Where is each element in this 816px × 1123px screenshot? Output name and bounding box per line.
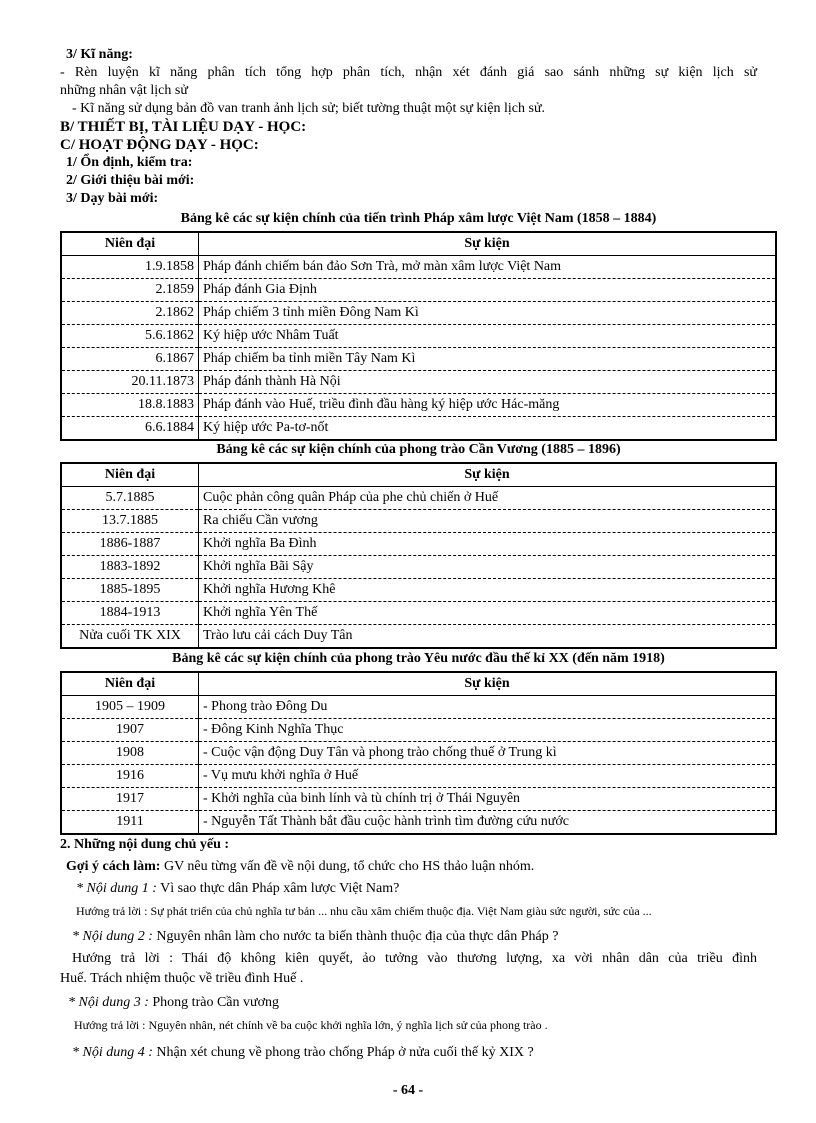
date-cell: 18.8.1883 [61, 394, 199, 417]
table-row [61, 325, 776, 348]
question-1-label: * Nội dung 1 : [76, 881, 157, 896]
table3 [60, 671, 777, 835]
date-cell: 1.9.1858 [61, 256, 199, 279]
answer-3: Hướng trả lời : Nguyên nhân, nét chính về ba cuộc khởi nghĩa lớn, ý nghĩa lịch sử của phong trào . [74, 1018, 548, 1032]
hint-line [66, 858, 534, 876]
table-header-row [61, 232, 776, 256]
date-cell: 1907 [61, 719, 199, 742]
date-cell: 1908 [61, 742, 199, 765]
table-row [61, 279, 776, 302]
event-cell: Trào lưu cải cách Duy Tân [199, 625, 777, 649]
question-2-label: * Nội dung 2 : [72, 929, 153, 944]
date-cell: 1916 [61, 765, 199, 788]
step-2: 2/ Giới thiệu bài mới: [66, 173, 195, 188]
table-row [61, 556, 776, 579]
date-cell: Nửa cuối TK XIX [79, 628, 181, 643]
event-cell: - Khởi nghĩa của binh lính và tù chính trị ở Thái Nguyên [199, 788, 777, 811]
event-cell: Khởi nghĩa Yên Thế [199, 602, 777, 625]
table2 [60, 462, 777, 649]
date-cell: 1884-1913 [61, 602, 199, 625]
date-cell: 5.7.1885 [61, 487, 199, 510]
date-cell: 13.7.1885 [61, 510, 199, 533]
table-row [61, 625, 776, 649]
skills-line-2: - Kĩ năng sử dụng bản đồ van tranh ảnh lịch sử; biết tường thuật một sự kiện lịch sử. [72, 101, 546, 116]
date-cell: 2.1862 [61, 302, 199, 325]
event-cell: Cuộc phản công quân Pháp của phe chủ chiến ở Huế [199, 487, 777, 510]
event-cell: Pháp chiếm ba tỉnh miền Tây Nam Kì [199, 348, 777, 371]
table-header-row [61, 463, 776, 487]
table-row [61, 256, 776, 279]
skills-line-1a: - Rèn luyện kĩ năng phân tích tổng hợp phân tích, nhận xét đánh giá sao sánh những sự kiện lịch sử [60, 65, 757, 80]
date-cell: 1905 – 1909 [61, 696, 199, 719]
table-row [61, 417, 776, 441]
table-row [61, 765, 776, 788]
question-1-text: Vì sao thực dân Pháp xâm lược Việt Nam? [160, 881, 400, 896]
table-header-row [61, 672, 776, 696]
question-3-label: * Nội dung 3 : [68, 995, 149, 1010]
col-date-header: Niên đại [61, 232, 199, 256]
date-cell: 1885-1895 [61, 579, 199, 602]
date-cell: 1883-1892 [61, 556, 199, 579]
event-cell: Ký hiệp ước Nhâm Tuất [199, 325, 777, 348]
event-cell: Pháp đánh vào Huế, triều đình đầu hàng ký hiệp ước Hác-măng [199, 394, 777, 417]
col-event-header: Sự kiện [199, 672, 777, 696]
event-cell: Pháp đánh Gia Định [199, 279, 777, 302]
hint-label: Gợi ý cách làm: [66, 859, 161, 874]
step-3: 3/ Dạy bài mới: [66, 191, 159, 206]
event-cell: Ra chiếu Cần vương [199, 510, 777, 533]
table-row [61, 696, 776, 719]
event-cell: Ký hiệp ước Pa-tơ-nốt [199, 417, 777, 441]
question-4-label: * Nội dung 4 : [72, 1045, 153, 1060]
table-row [61, 579, 776, 602]
col-event-header: Sự kiện [199, 232, 777, 256]
table-row [61, 602, 776, 625]
question-1 [76, 880, 399, 898]
event-cell: Khởi nghĩa Hương Khê [199, 579, 777, 602]
date-cell: 1911 [116, 814, 144, 829]
answer-1: Hướng trả lời : Sự phát triển của chủ nghĩa tư bản ... nhu cầu xâm chiếm thuộc địa. Việt Nam giàu sức người, sức của ... [76, 904, 652, 918]
event-cell: - Nguyễn Tất Thành bắt đầu cuộc hành trình tìm đường cứu nước [199, 811, 777, 835]
event-cell: - Phong trào Đông Du [199, 696, 777, 719]
table-row [61, 719, 776, 742]
event-cell: - Đông Kinh Nghĩa Thục [199, 719, 777, 742]
event-cell: Pháp chiếm 3 tỉnh miền Đông Nam Kì [199, 302, 777, 325]
event-cell: Khởi nghĩa Ba Đình [199, 533, 777, 556]
table-row [61, 394, 776, 417]
question-2-text: Nguyên nhân làm cho nước ta biến thành thuộc địa của thực dân Pháp ? [156, 929, 559, 944]
skills-line-1b: những nhân vật lịch sử [60, 83, 188, 98]
col-date-header: Niên đại [61, 463, 199, 487]
event-cell: Pháp đánh thành Hà Nội [199, 371, 777, 394]
date-cell: 1886-1887 [61, 533, 199, 556]
content-heading: 2. Những nội dung chủ yếu : [60, 837, 230, 852]
table-row [61, 348, 776, 371]
event-cell: - Vụ mưu khởi nghĩa ở Huế [199, 765, 777, 788]
skills-heading: 3/ Kĩ năng: [66, 47, 133, 62]
date-cell: 2.1859 [61, 279, 199, 302]
question-4-text: Nhận xét chung về phong trào chống Pháp ở nửa cuối thế kỷ XIX ? [156, 1045, 534, 1060]
event-cell: - Cuộc vận động Duy Tân và phong trào chống thuế ở Trung kì [199, 742, 777, 765]
event-cell: Khởi nghĩa Bãi Sậy [199, 556, 777, 579]
table-row [61, 811, 776, 835]
question-3 [68, 994, 279, 1012]
section-c-heading: C/ HOẠT ĐỘNG DẠY - HỌC: [60, 137, 259, 153]
date-cell: 6.6.1884 [145, 420, 194, 435]
table-row [61, 533, 776, 556]
table-row [61, 788, 776, 811]
table1-title: Bảng kê các sự kiện chính của tiến trình Pháp xâm lược Việt Nam (1858 – 1884) [180, 211, 657, 226]
question-2 [72, 928, 558, 946]
date-cell: 6.1867 [61, 348, 199, 371]
answer-2a: Hướng trả lời : Thái độ không kiên quyết, ảo tưởng vào thương lượng, xa vời nhân dân của triều đình [72, 951, 757, 966]
table-row [61, 371, 776, 394]
date-cell: 1917 [61, 788, 199, 811]
answer-2b: Huế. Trách nhiệm thuộc về triều đình Huế . [60, 971, 304, 986]
section-b-heading: B/ THIẾT BỊ, TÀI LIỆU DẠY - HỌC: [60, 119, 307, 135]
table2-title: Bảng kê các sự kiện chính của phong trào Cần Vương (1885 – 1896) [216, 442, 621, 457]
table-row [61, 487, 776, 510]
table3-title: Bảng kê các sự kiện chính của phong trào Yêu nước đầu thế kỉ XX (đến năm 1918) [172, 651, 665, 666]
date-cell: 20.11.1873 [61, 371, 199, 394]
col-event-header: Sự kiện [199, 463, 777, 487]
page-number: - 64 - [392, 1083, 424, 1098]
table-row [61, 510, 776, 533]
hint-text: GV nêu từng vấn đề về nội dung, tổ chức cho HS thảo luận nhóm. [163, 859, 535, 874]
question-4 [72, 1044, 534, 1062]
table-row [61, 742, 776, 765]
table1 [60, 231, 777, 441]
table-row [61, 302, 776, 325]
col-date-header: Niên đại [61, 672, 199, 696]
step-1: 1/ Ổn định, kiểm tra: [66, 155, 193, 170]
date-cell: 5.6.1862 [61, 325, 199, 348]
question-3-text: Phong trào Cần vương [152, 995, 279, 1010]
event-cell: Pháp đánh chiếm bán đảo Sơn Trà, mở màn xâm lược Việt Nam [199, 256, 777, 279]
